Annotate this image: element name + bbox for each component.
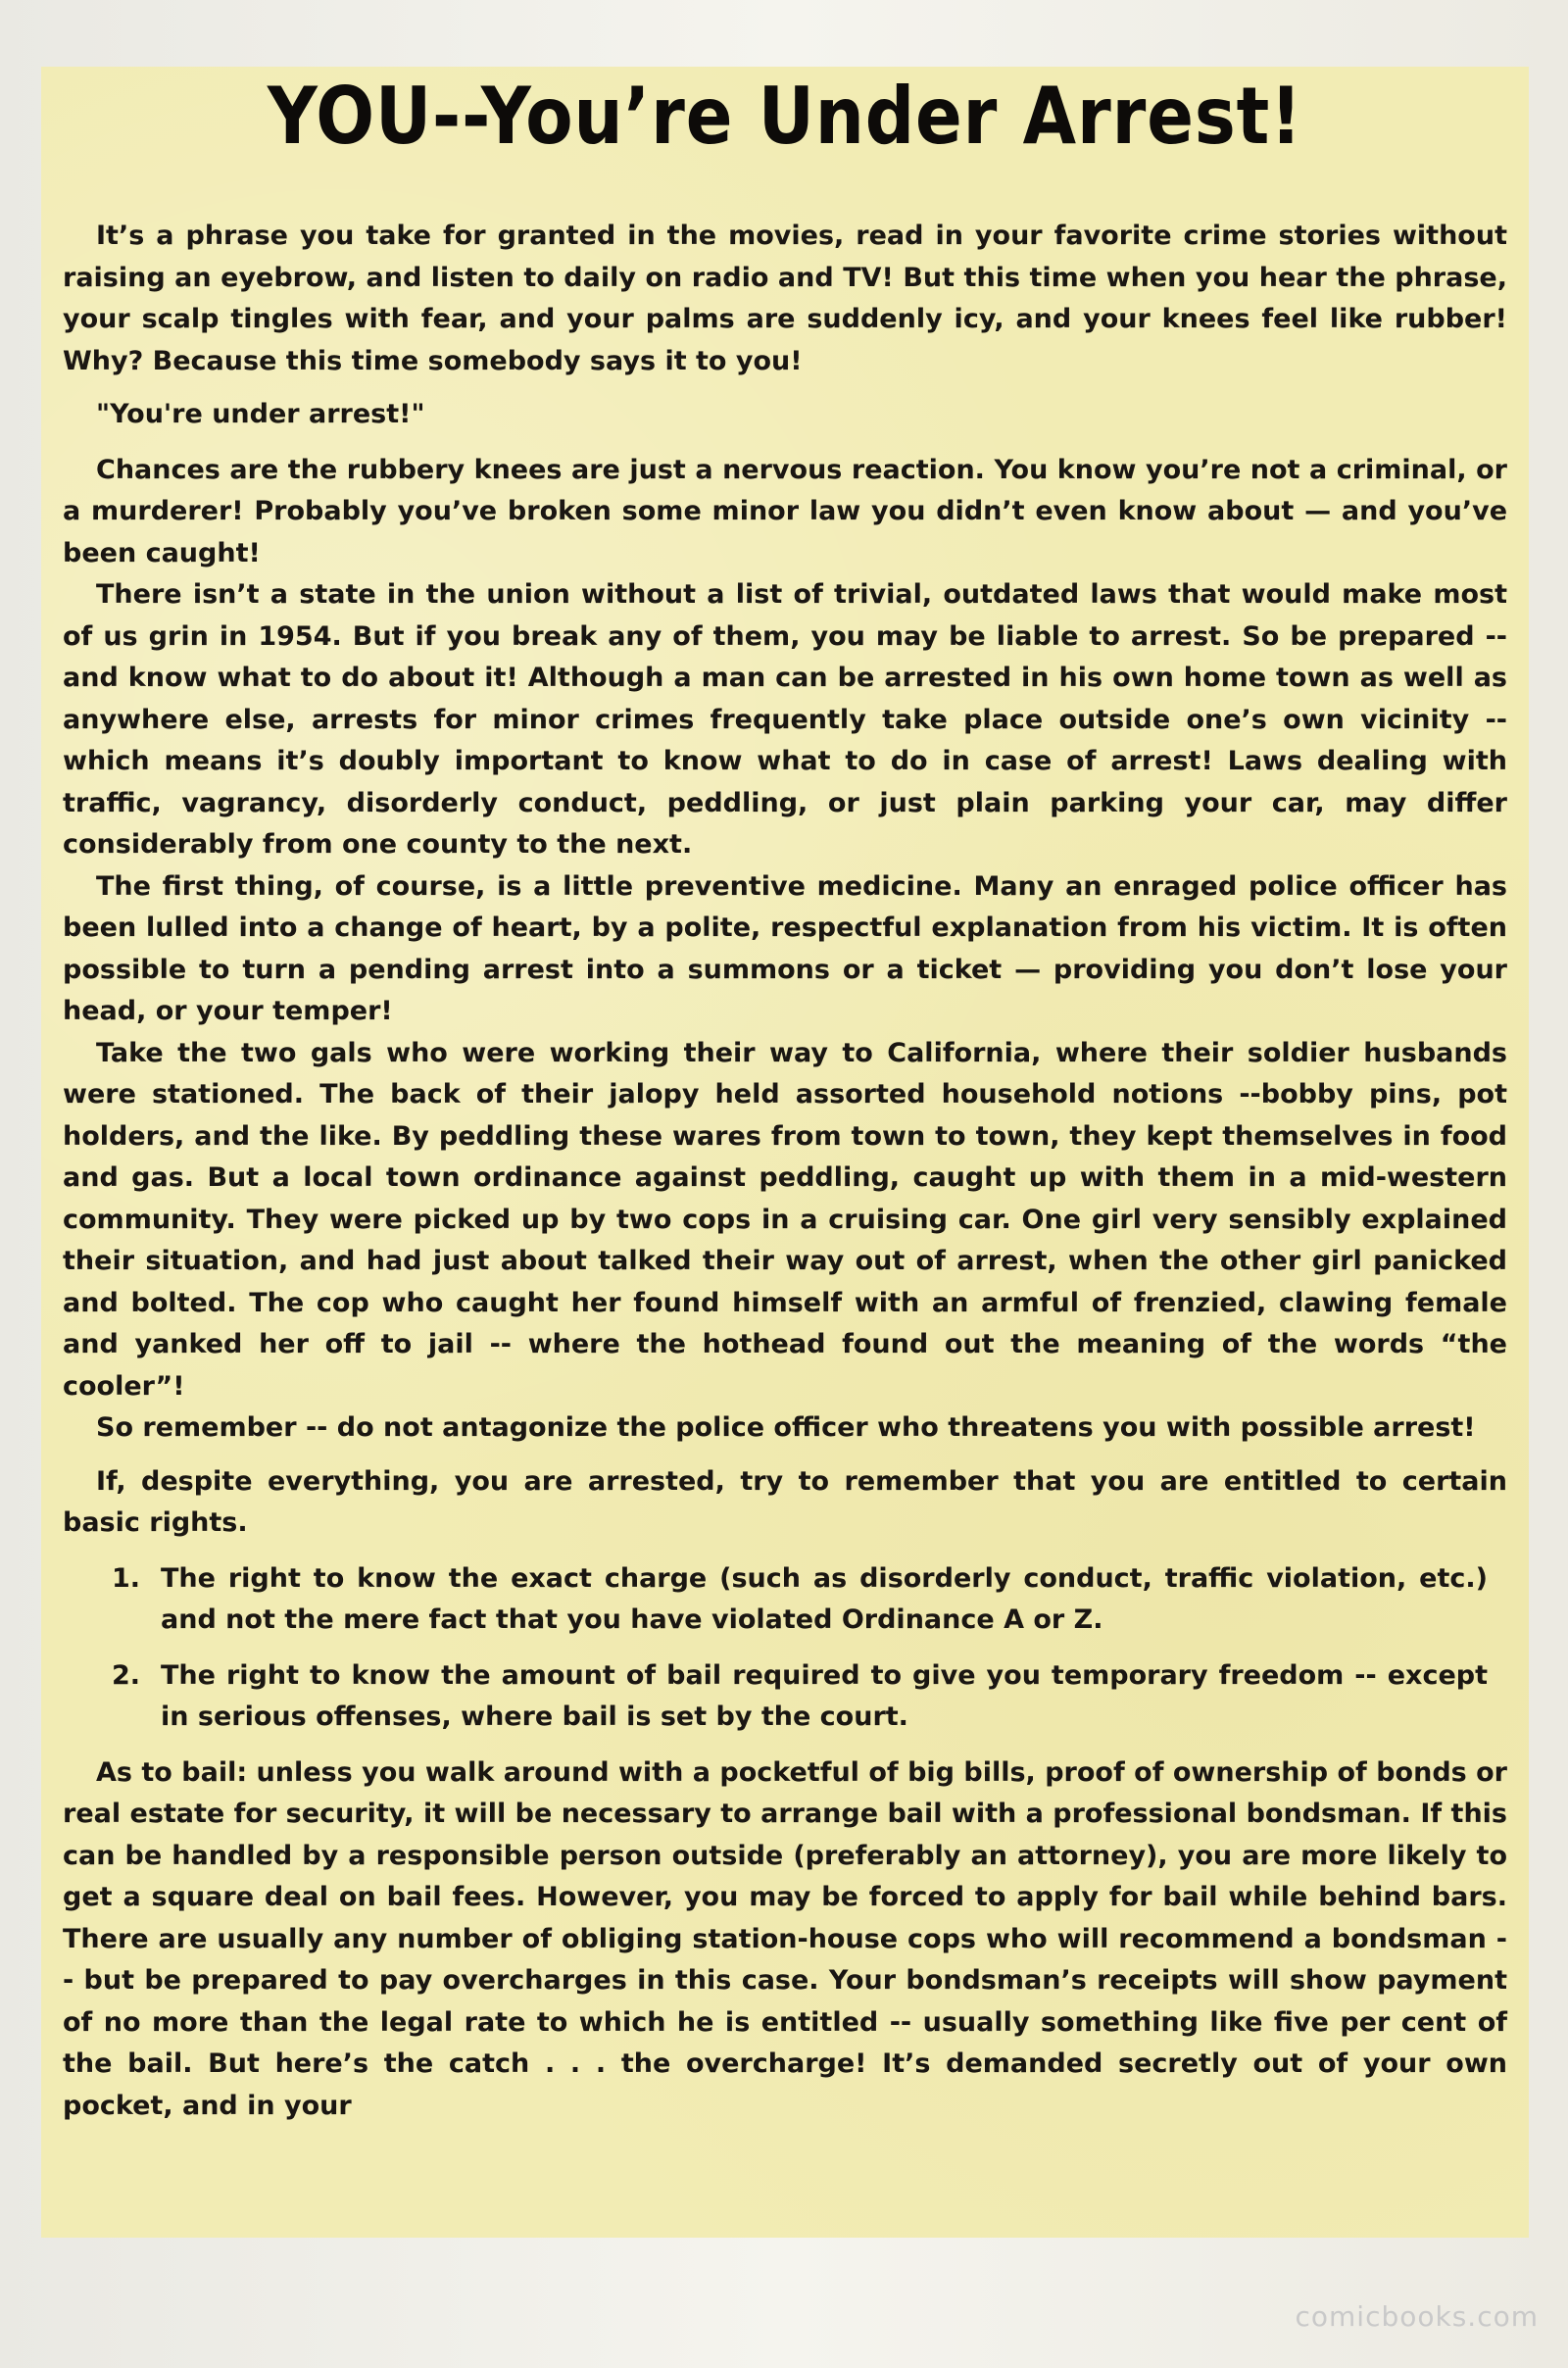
article-body xyxy=(63,216,1507,2127)
body-paragraph: There isn’t a state in the union without a list of trivial, outdated laws that would make most of us grin in 1954. But if you break any of them, you may be liable to arrest. So be prepared -- and know what to do about it! Although a man can be arrested in his own home town as well as anywhere else, arrests for minor crimes frequently take place outside one’s own vicinity -- which means it’s doubly important to know what to do in case of arrest! Laws dealing with traffic, vagrancy, disorderly conduct, peddling, or just plain parking your car, may differ considerably from one county to the next. xyxy=(63,579,1507,860)
list-item xyxy=(112,1558,1488,1642)
list-number: 1. xyxy=(112,1562,141,1594)
intro-paragraph: It’s a phrase you take for granted in the movies, read in your favorite crime stories without raising an eyebrow, and listen to daily on radio and TV! But this time when you hear the phrase, your scalp tingles with fear, and your palms are suddenly icy, and your knees feel like rubber! Why? Because this time somebody says it to you! xyxy=(63,221,1507,376)
article-title: YOU--You’re Under Arrest! xyxy=(267,71,1303,162)
bail-paragraph: As to bail: unless you walk around with a pocketful of big bills, proof of ownership of bonds or real estate for security, it will be necessary to arrange bail with a professional bondsman. If this can be handled by a responsible person outside (preferably an attorney), you are more likely to get a square deal on bail fees. However, you may be forced to apply for bail while behind bars. There are usually any number of obliging station-house cops who will recommend a bondsman -- but be prepared to pay overcharges in this case. Your bondsman’s receipts will show payment of no more than the legal rate to which he is entitled -- usually something like five per cent of the bail. But here’s the catch . . . the overcharge! It’s demanded secretly out of your own pocket, and in your xyxy=(63,1756,1507,2121)
rights-list xyxy=(63,1558,1507,1739)
list-text: The right to know the exact charge (such as disorderly conduct, traffic violation, etc.) and not the mere fact that you have violated Ordinance A or Z. xyxy=(161,1562,1488,1635)
list-text: The right to know the amount of bail required to give you temporary freedom -- except in serious offenses, where bail is set by the court. xyxy=(161,1659,1488,1732)
watermark: comicbooks.com xyxy=(1295,2300,1539,2333)
body-paragraph: Chances are the rubbery knees are just a nervous reaction. You know you’re not a criminal, or a murderer! Probably you’ve broken some minor law you didn’t even know about — and you’ve been caught! xyxy=(63,454,1507,568)
body-paragraph: If, despite everything, you are arrested, try to remember that you are entitled to certain basic rights. xyxy=(63,1465,1507,1538)
article-page xyxy=(41,67,1529,2238)
body-paragraph: Take the two gals who were working their way to California, where their soldier husbands were stationed. The back of their jalopy held assorted household notions --bobby pins, pot holders, and the like. By peddling these wares from town to town, they kept themselves in food and gas. But a local town ordinance against peddling, caught up with them in a mid-western community. They were picked up by two cops in a cruising car. One girl very sensibly explained their situation, and had just about talked their way out of arrest, when the other girl panicked and bolted. The cop who caught her found himself with an armful of frenzied, clawing female and yanked her off to jail -- where the hothead found out the meaning of the words “the cooler”! xyxy=(63,1037,1507,1402)
list-number: 2. xyxy=(112,1659,141,1691)
list-item xyxy=(112,1655,1488,1739)
body-paragraph: So remember -- do not antagonize the police officer who threatens you with possible arrest! xyxy=(96,1412,1476,1443)
body-paragraph: The first thing, of course, is a little preventive medicine. Many an enraged police officer has been lulled into a change of heart, by a polite, respectful explanation from his victim. It is often possible to turn a pending arrest into a summons or a ticket — providing you don’t lose your head, or your temper! xyxy=(63,870,1507,1026)
quote-paragraph: "You're under arrest!" xyxy=(96,399,425,429)
